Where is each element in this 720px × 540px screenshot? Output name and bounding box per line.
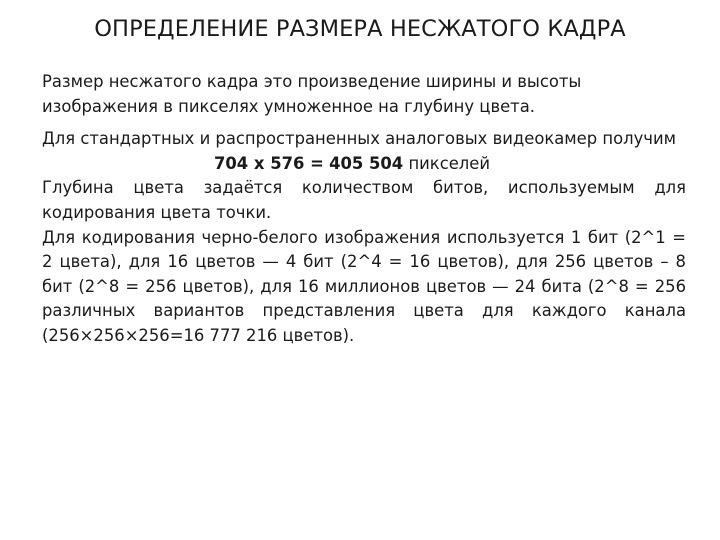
formula-line [42, 152, 686, 177]
definition-paragraph: Размер несжатого кадра это произведение ширины и высоты изображения в пикселях умноженное на глубину цвета. [42, 72, 582, 116]
slide-body [42, 70, 686, 349]
formula-expression: 704 х 576 = [214, 153, 324, 173]
encoding-paragraph: Для кодирования черно-белого изображения используется 1 бит (2^1 = 2 цвета), для 16 цветов — 4 бит (2^4 = 16 цветов), для 256 цветов – 8 бит (2^8 = 256 цветов), для 16 миллионов цветов — 24 бита (2^8 = 256 различных вариантов представления цвета для каждого канала (256×256×256=16 777 216 цветов). [42, 227, 686, 345]
formula-unit: пикселей [408, 153, 491, 173]
example-intro-paragraph: Для стандартных и распространенных аналоговых видеокамер получим [42, 129, 676, 149]
color-depth-paragraph: Глубина цвета задаётся количеством битов, используемым для кодирования цвета точки. [42, 178, 686, 222]
slide-title: ОПРЕДЕЛЕНИЕ РАЗМЕРА НЕСЖАТОГО КАДРА [94, 16, 626, 42]
formula-result: 405 504 [329, 153, 404, 173]
